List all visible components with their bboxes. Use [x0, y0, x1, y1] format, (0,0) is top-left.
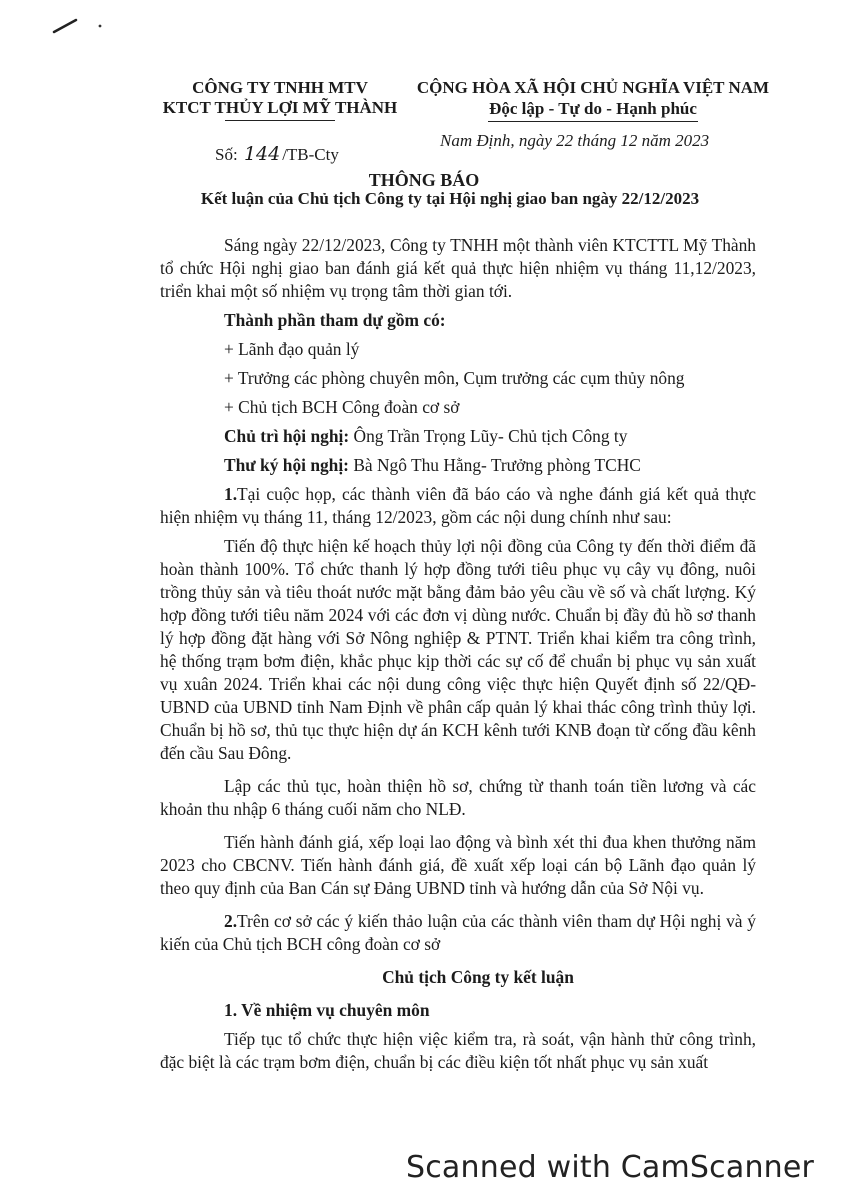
- secretary-value: Bà Ngô Thu Hằng- Trưởng phòng TCHC: [348, 455, 641, 475]
- issue-date: Nam Định, ngày 22 tháng 12 năm 2023: [440, 131, 710, 150]
- intro-paragraph: Sáng ngày 22/12/2023, Công ty TNHH một thành viên KTCTTL Mỹ Thành tổ chức Hội nghị giao ban đánh giá kết quả thực hiện nhiệm vụ tháng 11,12/2023, triển khai một số nhiệm vụ trọng tâm thời gian tới.: [160, 235, 756, 301]
- company-name-line2: KTCT THỦY LỢI MỸ THÀNH: [162, 98, 398, 117]
- section-1-paragraph: [160, 483, 756, 529]
- section-1-number: 1.: [224, 484, 238, 504]
- payroll-paragraph: Lập các thủ tục, hoàn thiện hồ sơ, chứng từ thanh toán tiền lương và các khoản thu nhập 6 tháng cuối năm cho NLĐ.: [160, 776, 756, 819]
- document-number-value: 144: [243, 143, 281, 165]
- section-2-text: Trên cơ sở các ý kiến thảo luận của các thành viên tham dự Hội nghị và ý kiến của Chủ tịch BCH công đoàn cơ sở: [160, 911, 756, 954]
- attendees-heading: Thành phần tham dự gồm có:: [224, 310, 446, 330]
- conclusion-heading: Chủ tịch Công ty kết luận: [382, 967, 574, 987]
- attendee-item: + Trưởng các phòng chuyên môn, Cụm trưởng các cụm thủy nông: [224, 368, 685, 388]
- company-underline: [225, 120, 335, 121]
- company-name-line1: CÔNG TY TNHH MTV: [192, 78, 368, 97]
- document-body: [160, 234, 756, 1074]
- document-title: THÔNG BÁO: [368, 170, 480, 190]
- document-number-suffix: /TB-Cty: [282, 145, 339, 164]
- chair-label: Chủ trì hội nghị:: [224, 426, 350, 446]
- section-2-paragraph: [160, 910, 756, 956]
- document-subtitle: Kết luận của Chủ tịch Công ty tại Hội nghị giao ban ngày 22/12/2023: [200, 189, 700, 208]
- attendee-item: + Lãnh đạo quản lý: [224, 339, 360, 359]
- national-motto: Độc lập - Tự do - Hạnh phúc: [489, 99, 697, 118]
- scan-mark: [52, 14, 112, 38]
- section-2-number: 2.: [224, 911, 238, 931]
- republic-title: CỘNG HÒA XÃ HỘI CHỦ NGHĨA VIỆT NAM: [416, 78, 770, 97]
- company-block: [150, 78, 410, 121]
- progress-paragraph: Tiến độ thực hiện kế hoạch thủy lợi nội đồng của Công ty đến thời điểm đã hoàn thành 100%. Tổ chức thanh lý hợp đồng tưới tiêu phục vụ cây vụ đông, nuôi trồng thủy sản và tiêu thoát nước mặt bằng đảm bảo yêu cầu về số và chất lượng. Ký hợp đồng tưới tiêu năm 2024 với các đơn vị dùng nước. Chuẩn bị đầy đủ hồ sơ thanh lý hợp đồng đặt hàng với Sở Nông nghiệp & PTNT. Triển khai kiểm tra công trình, hệ thống trạm bơm điện, khắc phục kịp thời các sự cố để chuẩn bị phục vụ sản xuất vụ xuân 2024. Triển khai các nội dung công việc thực hiện Quyết định số 22/QĐ-UBND của UBND tỉnh Nam Định về phân cấp quản lý khai thác công trình thủy lợi. Chuẩn bị hồ sơ, thủ tục thực hiện dự án KCH kênh tưới KNB đoạn từ cống đầu kênh đến cầu Sau Đông.: [160, 536, 756, 763]
- subsection-1-heading: 1. Về nhiệm vụ chuyên môn: [224, 1000, 430, 1020]
- camscanner-watermark: Scanned with CamScanner: [406, 1150, 815, 1185]
- subsection-1-paragraph: Tiếp tục tổ chức thực hiện việc kiểm tra, rà soát, vận hành thử công trình, đặc biệt là các trạm bơm điện, chuẩn bị các điều kiện tốt nhất phục vụ sản xuất: [160, 1029, 756, 1072]
- secretary-label: Thư ký hội nghị:: [224, 455, 349, 475]
- secretary-line: [160, 454, 756, 477]
- motto-underline: [488, 121, 698, 122]
- evaluation-paragraph: Tiến hành đánh giá, xếp loại lao động và bình xét thi đua khen thưởng năm 2023 cho CBCNV. Tiến hành đánh giá, đề xuất xếp loại cán bộ Lãnh đạo quản lý theo quy định của Ban Cán sự Đảng UBND tỉnh và hướng dẫn của Sở Nội vụ.: [160, 832, 756, 898]
- section-1-text: Tại cuộc họp, các thành viên đã báo cáo và nghe đánh giá kết quả thực hiện nhiệm vụ tháng 11, tháng 12/2023, gồm các nội dung chính như sau:: [160, 484, 756, 527]
- document-number-label: Số:: [215, 145, 238, 164]
- attendee-item: + Chủ tịch BCH Công đoàn cơ sở: [224, 397, 460, 417]
- chair-value: Ông Trần Trọng Lũy- Chủ tịch Công ty: [349, 426, 628, 446]
- chair-line: [160, 425, 756, 448]
- document-number: [215, 143, 339, 165]
- national-header: [408, 78, 778, 122]
